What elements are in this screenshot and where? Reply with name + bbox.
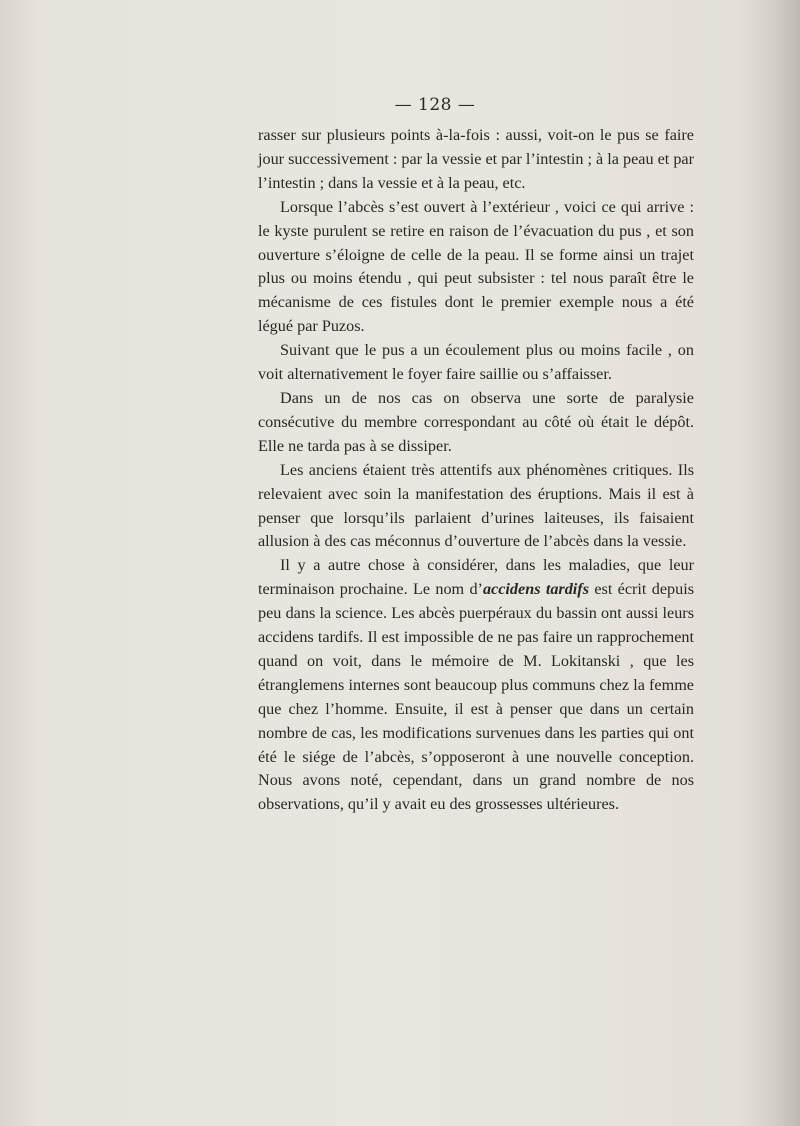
paragraph-6: Il y a autre chose à considérer, dans les maladies, que leur terminaison prochaine. Le nom d’accidens tardifs est écrit depuis peu dans la science. Les abcès puerpéraux du bassin ont aussi leurs accidens tardifs. Il est impossible de ne pas faire un rapprochement quand on voit, dans le mémoire de M. Lokitanski , que les étranglemens internes sont beaucoup plus communs chez la femme que chez l’homme. Ensuite, il est à penser que dans un certain nombre de cas, les modifications survenues dans les parties qui ont été le siége de l’abcès, s’opposeront à une nouvelle conception. Nous avons noté, cependant, dans un grand nombre de nos observations, qu’il y avait eu des grossesses ultérieures.: [258, 556, 694, 814]
paragraph-3: Suivant que le pus a un écoulement plus ou moins facile , on voit alternativement le foyer faire saillie ou s’affaisser.: [258, 341, 694, 384]
page-number: — 128 —: [394, 95, 476, 115]
paragraph-5: Les anciens étaient très attentifs aux phénomènes critiques. Ils relevaient avec soin la manifestation des éruptions. Mais il est à penser que lorsqu’ils parlaient d’urines laiteuses, ils faisaient allusion à des cas méconnus d’ouverture de l’abcès dans la vessie.: [258, 460, 694, 551]
italic-term: accidens tardifs: [482, 580, 589, 599]
paragraph-1: rasser sur plusieurs points à-la-fois : aussi, voit-on le pus se faire jour successivement : par la vessie et par l’intestin ; à la peau et par l’intestin ; dans la vessie et à la peau, etc.: [258, 126, 695, 192]
body-text: [258, 124, 694, 817]
paragraph-4: Dans un de nos cas on observa une sorte de paralysie consécutive du membre correspondant au côté où était le dépôt. Elle ne tarda pas à se dissiper.: [258, 388, 694, 455]
paragraph-2: Lorsque l’abcès s’est ouvert à l’extérieur , voici ce qui arrive : le kyste purulent se retire en raison de l’évacuation du pus , et son ouverture s’éloigne de celle de la peau. Il se forme ainsi un trajet plus ou moins étendu , qui peut subsister : tel nous paraît être le mécanisme de ces fistules dont le premier exemple nous a été légué par Puzos.: [258, 197, 694, 336]
